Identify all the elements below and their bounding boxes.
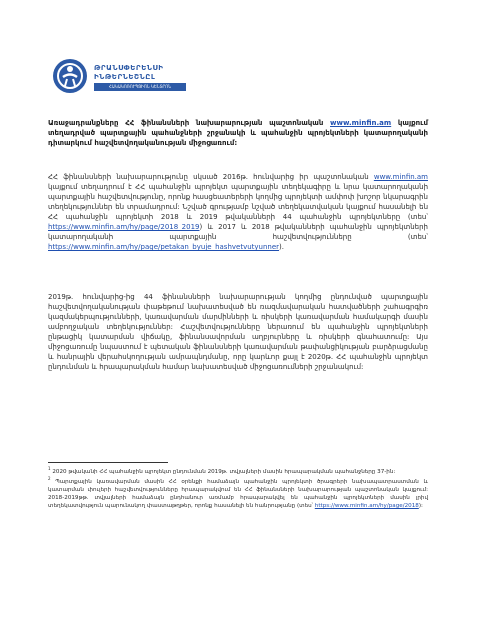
organization-logo bbox=[52, 58, 192, 98]
p2-text: 2019թ. հունվարից-ից 44 ֆինանսների նախարարության կողմից ընդունված պարտքային հաշվետվողականության փաթեթում նախատեսված են ռազմավարական հատվածների շահագրգիռ կազմակերպությունների, կառավարման մարմինների և ռիսկերի կառավարման համակարգի մասին ամբողջական տեղեկություններ: Հաշվետվությունները ներառում են պահանջին պրոյեկտների ընթացիկ կատարման վիճակը, ֆինանսավորման աղբյուրները և ռիսկերի գնահատումը: Այս միջոցառումը նպաստում է պետական ֆինանսների կառավարման թափանցիկության բարձրացմանը և հանրային վերահսկողության ամրապնդմանը, որը կարևոր քայլ է 2020թ. ՀՀ պահանջին պրոյեկտ ընդունման և հրապարակման համար նախատեսված միջոցառումների շրջանակում: bbox=[48, 293, 428, 371]
footnote-2-marker: 2 bbox=[48, 476, 51, 482]
footnote-1-text: 2020 թվականի ՀՀ պահանջին պրոյեկտ ընդունման 2019թ. տվյալների մասին հրապարակման պահանջները 37-ին: bbox=[52, 469, 396, 475]
intro-text-start: Առաջադրանքները ՀՀ ֆինանսների նախարարության պաշտոնական bbox=[48, 119, 331, 127]
intro-minfin-link[interactable]: www.minfin.am bbox=[330, 119, 392, 127]
p1-text-part3: ) և 2017 և 2018 թվականների պահանջին պրոյեկտների կատարողականի պարտքային հաշվետվությունները (տես՝ bbox=[48, 223, 428, 241]
footnote-2 bbox=[48, 478, 428, 510]
footnote-2-link[interactable]: https://www.minfin.am/hy/page/2018 bbox=[314, 503, 419, 509]
body-paragraph-2 bbox=[48, 292, 428, 372]
p1-text-part4: ). bbox=[279, 243, 285, 251]
p1-reports-link[interactable]: https://www.minfin.am/hy/page/petakan_byuje_hashvetvutyunner bbox=[48, 243, 280, 251]
p1-text-part2: կայքում տեղադրում է ՀՀ պահանջին պրոյեկտ պարտքային տեղեկագիրը և նրա կատարողականի պարտքային հաշվետվությունը, որոնք հասցեատերերի կողմից պրոյեկտի ամփոփ խոշոր նկարագրին տեղեկություններ են տրամադրում: Նշված գրությամբ նշված տեղեկատվական կայքում հասանելի են ՀՀ պահանջին պրոյեկտի 2018 և 2019 թվականների 44 պահանջին պրոյեկտները (տես՝ bbox=[48, 183, 428, 221]
logo-text-line1: ԹՐԱՆՍՓԵՐԵՆՍԻ bbox=[94, 64, 164, 72]
intro-text-end: կայքում տեղադրված պարտքային պահանջների շրջանակի և պահանջին պրոյեկտների կատարողականի դիտարկում հաշվետվողականության միջոցառում: bbox=[48, 119, 428, 147]
logo-subtitle-bar: ՀԱԿԱԿՈՌՈՒՊՑԻՈՆ ԿԵՆՏՐՈՆ bbox=[94, 83, 186, 91]
p1-text-part1: ՀՀ ֆինանսների նախարարությունը սկսած 2016թ. հունվարից իր պաշտոնական bbox=[48, 173, 374, 181]
intro-paragraph bbox=[48, 118, 428, 148]
footnote-1 bbox=[48, 468, 428, 476]
footnotes-section bbox=[48, 468, 428, 512]
body-paragraph-1 bbox=[48, 172, 428, 252]
p1-minfin-link[interactable]: www.minfin.am bbox=[373, 173, 428, 181]
footnote-1-marker: 1 bbox=[48, 466, 51, 472]
p1-budget-2018-2019-link[interactable]: https://www.minfin.am/hy/page/2018_2019 bbox=[48, 223, 200, 231]
footnote-separator bbox=[48, 462, 168, 463]
logo-text-line2: ԻՆԹԵՐՆԵՇՆԸԼ bbox=[94, 73, 156, 81]
footnote-2-text-end: ): bbox=[418, 503, 423, 509]
footnote-2-text-start: Պարտքային կառավարման մասին ՀՀ օրենքի համաձայն պահանջին պրոյեկտի ծրագրերի նախապատրաստման և կատարման փուլերի հաշվետվությունները հրապարակվում են ՀՀ ֆինանսների նախարարության պաշտոնական կայքում: 2018-2019թթ. տվյալների համաձայն ընդհանուր առմամբ հրապարակվել են պահանջին պրոյեկտների մասին լրիվ տեղեկատվություն պարունակող փաստաթղթեր, որոնք հասանելի են հանրությանը (տես՝ bbox=[48, 479, 428, 509]
transparency-globe-icon bbox=[52, 58, 88, 94]
